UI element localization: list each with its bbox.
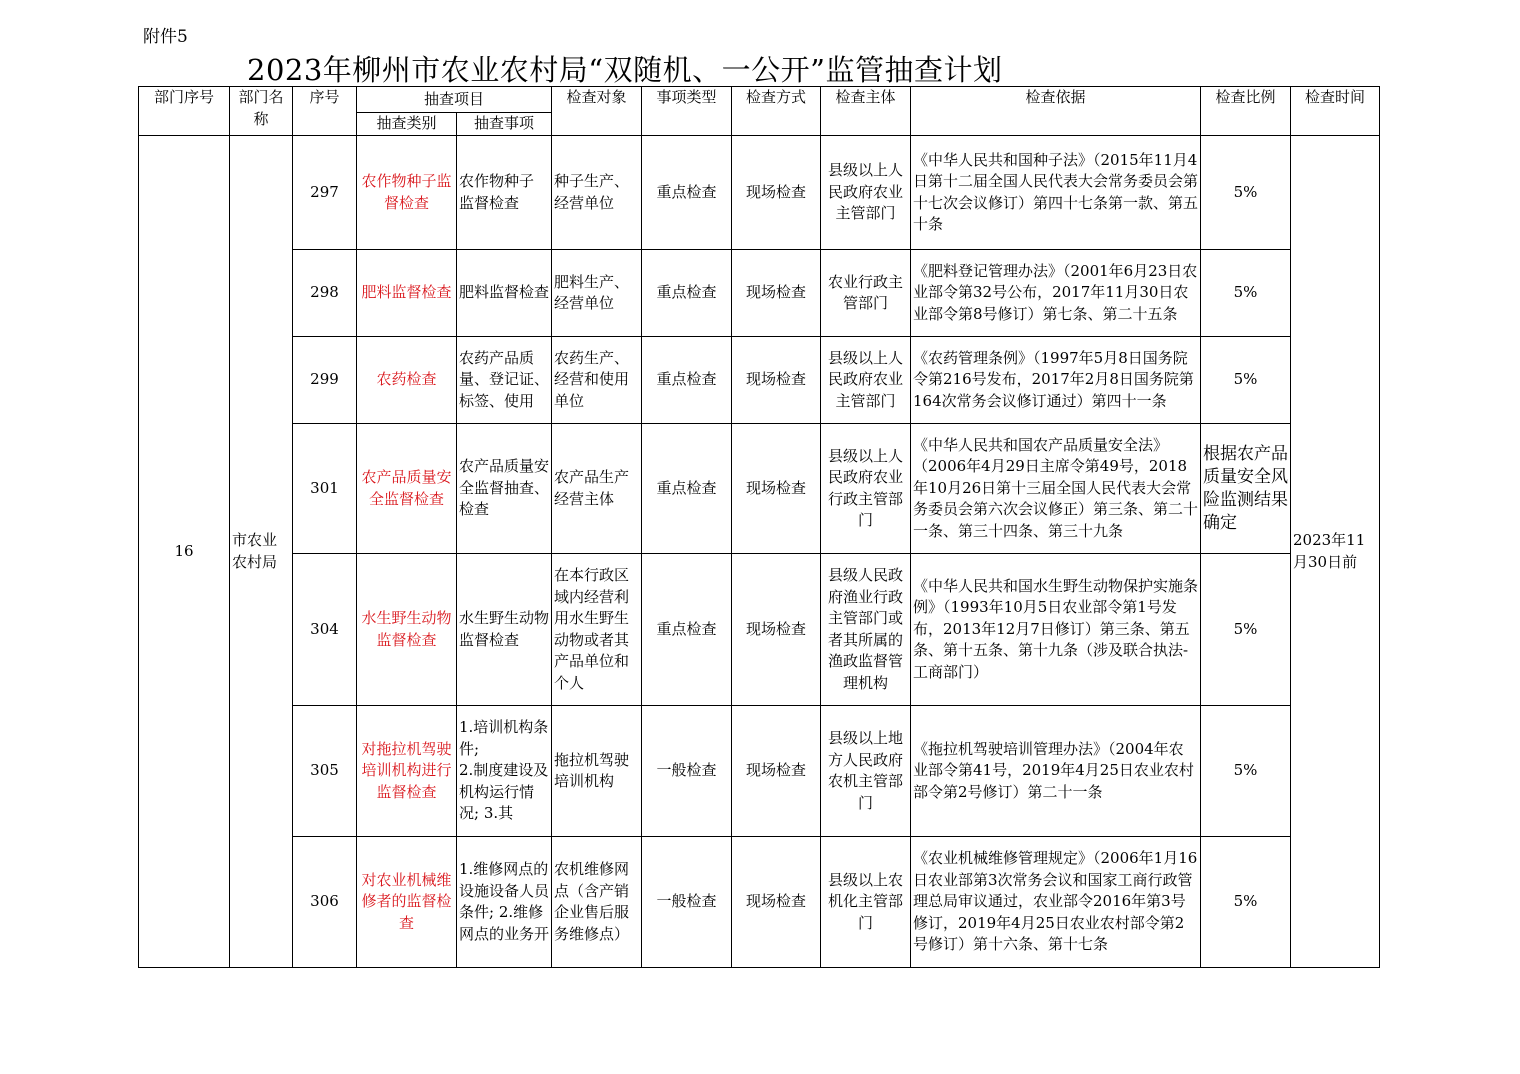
target-cell: 拖拉机驾驶培训机构 — [552, 706, 642, 837]
header-item-matter: 抽查事项 — [457, 113, 552, 136]
seq-cell: 298 — [293, 250, 357, 337]
header-ratio: 检查比例 — [1201, 87, 1291, 136]
target-cell: 农产品生产经营主体 — [552, 424, 642, 554]
matter-cell: 农药产品质量、登记证、标签、使用 — [457, 337, 552, 424]
subject-cell: 县级以上人民政府农业主管部门 — [821, 136, 911, 250]
type-cell: 重点检查 — [642, 337, 732, 424]
table-row — [139, 136, 1380, 250]
type-cell: 重点检查 — [642, 250, 732, 337]
target-cell: 肥料生产、经营单位 — [552, 250, 642, 337]
subject-cell: 农业行政主管部门 — [821, 250, 911, 337]
matter-cell: 1.维修网点的设施设备人员条件; 2.维修网点的业务开 — [457, 837, 552, 968]
header-item-category: 抽查类别 — [357, 113, 457, 136]
table-row — [139, 837, 1380, 968]
matter-cell: 水生野生动物监督检查 — [457, 554, 552, 706]
basis-cell: 《农药管理条例》（1997年5月8日国务院令第216号发布，2017年2月8日国务院第164次常务会议修订通过）第四十一条 — [911, 337, 1201, 424]
table-row — [139, 554, 1380, 706]
subject-cell: 县级以上农机化主管部门 — [821, 837, 911, 968]
method-cell: 现场检查 — [732, 706, 821, 837]
attachment-label: 附件5 — [143, 27, 188, 47]
check-time-cell: 2023年11月30日前 — [1291, 136, 1380, 968]
category-cell: 农药检查 — [357, 337, 457, 424]
method-cell: 现场检查 — [732, 136, 821, 250]
header-matter-type: 事项类型 — [642, 87, 732, 136]
method-cell: 现场检查 — [732, 337, 821, 424]
ratio-cell: 5% — [1201, 837, 1291, 968]
header-subject: 检查主体 — [821, 87, 911, 136]
basis-cell: 《中华人民共和国水生野生动物保护实施条例》（1993年10月5日农业部令第1号发布，2013年12月7日修订）第三条、第五条、第十五条、第十九条（涉及联合执法-工商部门） — [911, 554, 1201, 706]
matter-cell: 农作物种子 监督检查 — [457, 136, 552, 250]
type-cell: 重点检查 — [642, 424, 732, 554]
method-cell: 现场检查 — [732, 424, 821, 554]
header-item-group: 抽查项目 — [357, 87, 552, 113]
basis-cell: 《肥料登记管理办法》（2001年6月23日农业部令第32号公布，2017年11月30日农业部令第8号修订）第七条、第二十五条 — [911, 250, 1201, 337]
subject-cell: 县级以上人民政府农业行政主管部门 — [821, 424, 911, 554]
method-cell: 现场检查 — [732, 250, 821, 337]
seq-cell: 297 — [293, 136, 357, 250]
seq-cell: 306 — [293, 837, 357, 968]
header-dept-no: 部门序号 — [139, 87, 230, 136]
matter-cell: 肥料监督检查 — [457, 250, 552, 337]
target-cell: 在本行政区域内经营利用水生野生动物或者其产品单位和个人 — [552, 554, 642, 706]
type-cell: 重点检查 — [642, 136, 732, 250]
ratio-cell: 5% — [1201, 136, 1291, 250]
table-row — [139, 337, 1380, 424]
header-dept-name: 部门名称 — [230, 87, 293, 136]
type-cell: 重点检查 — [642, 554, 732, 706]
subject-cell: 县级以上地方人民政府农机主管部门 — [821, 706, 911, 837]
ratio-cell: 5% — [1201, 337, 1291, 424]
ratio-cell: 根据农产品质量安全风险监测结果确定 — [1201, 424, 1291, 554]
header-time: 检查时间 — [1291, 87, 1380, 136]
ratio-cell: 5% — [1201, 554, 1291, 706]
table-row — [139, 706, 1380, 837]
seq-cell: 305 — [293, 706, 357, 837]
dept-no-cell: 16 — [139, 136, 230, 968]
inspection-plan-table — [138, 86, 1380, 968]
basis-cell: 《拖拉机驾驶培训管理办法》（2004年农业部令第41号，2019年4月25日农业农村部令第2号修订）第二十一条 — [911, 706, 1201, 837]
table-row — [139, 250, 1380, 337]
target-cell: 农药生产、经营和使用单位 — [552, 337, 642, 424]
category-cell: 水生野生动物 监督检查 — [357, 554, 457, 706]
target-cell: 种子生产、经营单位 — [552, 136, 642, 250]
seq-cell: 299 — [293, 337, 357, 424]
category-cell: 农产品质量安全监督检查 — [357, 424, 457, 554]
matter-cell: 农产品质量安全监督抽查、检查 — [457, 424, 552, 554]
basis-cell: 《中华人民共和国农产品质量安全法》（2006年4月29日主席令第49号，2018年10月26日第十三届全国人民代表大会常务委员会第六次会议修正）第三条、第二十一条、第三十四条、第三十九条 — [911, 424, 1201, 554]
seq-cell: 301 — [293, 424, 357, 554]
category-cell: 肥料监督检查 — [357, 250, 457, 337]
matter-cell: 1.培训机构条件; 2.制度建设及机构运行情况; 3.其 — [457, 706, 552, 837]
header-seq: 序号 — [293, 87, 357, 136]
method-cell: 现场检查 — [732, 837, 821, 968]
type-cell: 一般检查 — [642, 706, 732, 837]
seq-cell: 304 — [293, 554, 357, 706]
method-cell: 现场检查 — [732, 554, 821, 706]
ratio-cell: 5% — [1201, 250, 1291, 337]
table-row — [139, 424, 1380, 554]
subject-cell: 县级人民政府渔业行政主管部门或者其所属的渔政监督管理机构 — [821, 554, 911, 706]
basis-cell: 《农业机械维修管理规定》（2006年1月16日农业部第3次常务会议和国家工商行政管理总局审议通过，农业部令2016年第3号修订，2019年4月25日农业农村部令第2号修订）第十六条、第十七条 — [911, 837, 1201, 968]
header-basis: 检查依据 — [911, 87, 1201, 136]
ratio-cell: 5% — [1201, 706, 1291, 837]
category-cell: 对拖拉机驾驶培训机构进行监督检查 — [357, 706, 457, 837]
header-method: 检查方式 — [732, 87, 821, 136]
type-cell: 一般检查 — [642, 837, 732, 968]
header-target: 检查对象 — [552, 87, 642, 136]
document-title: 2023年柳州市农业农村局“双随机、一公开”监管抽查计划 — [247, 53, 1003, 87]
category-cell: 对农业机械维修者的监督检查 — [357, 837, 457, 968]
basis-cell: 《中华人民共和国种子法》（2015年11月4日第十二届全国人民代表大会常务委员会第十七次会议修订）第四十七条第一款、第五十条 — [911, 136, 1201, 250]
subject-cell: 县级以上人民政府农业主管部门 — [821, 337, 911, 424]
category-cell: 农作物种子监督检查 — [357, 136, 457, 250]
dept-name-cell: 市农业农村局 — [230, 136, 293, 968]
target-cell: 农机维修网点（含产销企业售后服务维修点） — [552, 837, 642, 968]
